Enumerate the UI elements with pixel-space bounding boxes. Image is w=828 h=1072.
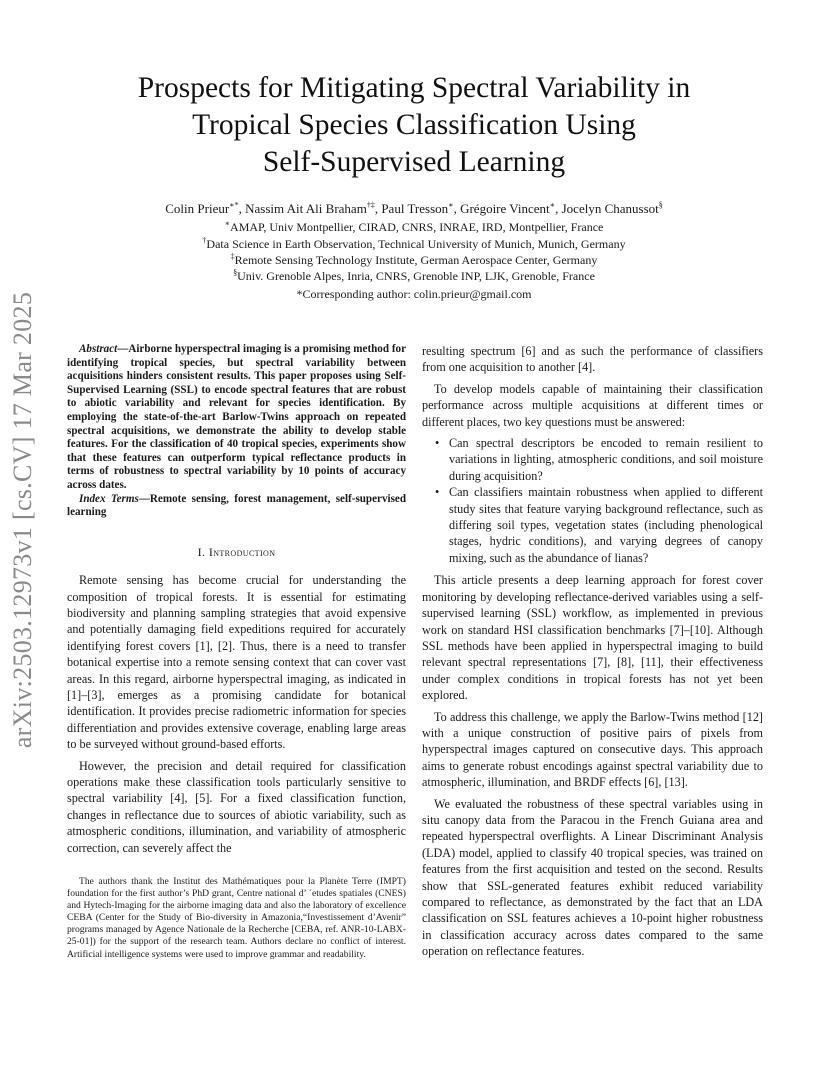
author-mark: ∗ xyxy=(549,200,556,210)
author-mark: ∗* xyxy=(229,200,239,210)
right-column xyxy=(422,343,763,965)
author-name: Paul Tresson xyxy=(381,201,449,216)
affiliation xyxy=(60,268,768,284)
affiliation-text: Data Science in Earth Observation, Technical University of Munich, Munich, Germany xyxy=(206,237,626,251)
section-heading xyxy=(67,544,406,560)
author-name: Grégoire Vincent xyxy=(460,201,550,216)
affiliation xyxy=(60,219,768,235)
affiliation xyxy=(60,236,768,252)
affiliation-text: Remote Sensing Technology Institute, German Aerospace Center, Germany xyxy=(234,253,598,267)
abstract xyxy=(67,343,406,493)
abstract-label: Abstract xyxy=(79,343,118,355)
affiliation-text: AMAP, Univ Montpellier, CIRAD, CNRS, INRAE, IRD, Montpellier, France xyxy=(230,220,604,234)
affiliation-mark: * xyxy=(296,287,303,301)
index-terms-text: —Remote sensing, forest management, self-supervised learning xyxy=(67,492,406,519)
paragraph: Remote sensing has become crucial for understanding the composition of tropical forests. It is essential for estimating biodiversity and planning sampling strategies that avoid expensive and potentially damaging field expeditions required for accurately identifying forest covers [1], [2]. Thus, there is a need to transfer botanical expertise into a remote sensing context that can cover vast areas. In this regard, airborne hyperspectral imaging, as indicated in [1]–[3], emerges as a promising candidate for botanical identification. It provides precise radiometric information for species differentiation and provides extensive coverage, enabling large areas to be surveyed without ground-based efforts. xyxy=(67,573,406,752)
author-name: Jocelyn Chanussot xyxy=(561,201,659,216)
question-list xyxy=(422,435,763,566)
paragraph: resulting spectrum [6] and as such the performance of classifiers from one acquisition to another [4]. xyxy=(422,344,763,375)
affiliation-text: Corresponding author: colin.prieur@gmail.com xyxy=(302,287,532,301)
section-title: Introduction xyxy=(208,544,276,559)
index-terms xyxy=(67,493,406,520)
affiliation-mark: † xyxy=(202,236,207,245)
abstract-text: —Airborne hyperspectral imaging is a promising method for identifying tropical species, but spectral variability between acquisitions hinders consistent results. This paper proposes using Self-Supervised Learning (SSL) to encode spectral features that are robust to abiotic variability and relevant for species identification. By employing the state-of-the-art Barlow-Twins approach on repeated spectral acquisitions, we demonstrate the ability to develop stable features. For the classification of 40 tropical species, experiments show that these features can outperform typical reflectance products in terms of robustness to spectral variability by 10 points of accuracy across dates. xyxy=(67,343,406,491)
corresponding-author xyxy=(60,286,768,302)
acknowledgement-footnote: The authors thank the Institut des Mathématiques pour la Planète Terre (IMPT) foundation for the first author’s PhD grant, Centre national d’ ´etudes spatiales (CNES) and Hytech-Imaging for the airborne imaging data and also the laboratory of excellence CEBA (Center for the Study of Bio-diversity in Amazonia,“Investissement d’Avenir” programs managed by Agence Nationale de la Recherche [CEBA, ref. ANR-10-LABX-25-01]) for the support of the research team. Authors declare no conflict of interest. Artificial intelligence systems were used to improve grammar and readability. xyxy=(67,876,406,960)
list-item-text: Can spectral descriptors be encoded to remain resilient to variations in lighting, atmospheric conditions, and soil moisture during acquisition? xyxy=(449,436,763,483)
paragraph: To address this challenge, we apply the Barlow-Twins method [12] with a unique construction of positive pairs of pixels from hyperspectral images captured on consecutive days. This approach aims to generate robust encodings against spectral variability due to atmospheric, illumination, and BRDF effects [6], [13]. xyxy=(422,709,763,790)
affiliation-mark: ‡ xyxy=(230,252,235,261)
title-line: Tropical Species Classification Using xyxy=(192,109,636,141)
author-name: Nassim Ait Ali Braham xyxy=(245,201,367,216)
paragraph: However, the precision and detail required for classification operations make these classification tools particularly sensitive to spectral variability [4], [5]. For a fixed classification function, changes in reflectance due to sources of abiotic variability, such as atmospheric conditions, illumination, and variability of atmospheric correction, can severely affect the xyxy=(67,758,406,855)
author-mark: †‡ xyxy=(366,200,375,210)
list-item xyxy=(435,435,763,484)
paragraph: We evaluated the robustness of these spectral variables using in situ canopy data from the Paracou in the French Guiana area and repeated hyperspectral overflights. A Linear Discriminant Analysis (LDA) model, applied to classify 40 tropical species, was trained on features from the first acquisition and tested on the second. Results show that SSL-generated features exhibit reduced variability compared to reflectance, as demonstrated by the fact that an LDA classification on SSL features achieves a 10-point higher robustness in classification accuracy across dates compared to the same operation on reflectance features. xyxy=(422,796,763,959)
author-mark: ∗ xyxy=(448,200,454,210)
list-item xyxy=(435,484,763,566)
affiliation-mark: ∗ xyxy=(224,219,231,228)
left-column xyxy=(67,343,406,861)
arxiv-identifier-stamp[interactable]: arXiv:2503.12973v1 [cs.CV] 17 Mar 2025 xyxy=(8,291,37,749)
bullet: • xyxy=(435,436,440,451)
paper-title xyxy=(70,70,758,181)
author-list: Colin Prieur∗*, Nassim Ait Ali Braham†‡, Paul Tresson∗, Grégoire Vincent∗, Jocelyn Chanussot§ xyxy=(165,200,663,216)
affiliation-mark: § xyxy=(233,268,238,277)
bullet: • xyxy=(435,485,440,500)
paragraph: This article presents a deep learning approach for forest cover monitoring by developing reflectance-derived variables using a self-supervised learning (SSL) workflow, as implemented in previous work on standard HSI classification benchmarks [7]–[10]. Although SSL methods have been applied in hyperspectral imaging to build relevant spectral representations [7], [8], [11], their effectiveness under complex conditions in tropical forests has not yet been explored. xyxy=(422,573,763,703)
list-item-text: Can classifiers maintain robustness when applied to different study sites that feature varying background reflectance, such as differing soil types, vegetation states (including phenological stages, hydric conditions), and varying degrees of canopy mixing, such as the abundance of lianas? xyxy=(449,485,763,565)
index-terms-label: Index Terms xyxy=(79,492,139,505)
author-mark: § xyxy=(658,200,663,210)
affiliation-text: Univ. Grenoble Alpes, Inria, CNRS, Grenoble INP, LJK, Grenoble, France xyxy=(237,269,595,283)
section-numeral: I. xyxy=(197,544,209,559)
title-line: Self-Supervised Learning xyxy=(262,146,566,178)
author-name: Colin Prieur xyxy=(165,201,230,216)
affiliation xyxy=(60,252,768,268)
title-line: Prospects for Mitigating Spectral Variability in xyxy=(137,72,691,104)
paragraph: To develop models capable of maintaining their classification performance across multiple acquisitions at different times or different places, two key questions must be answered: xyxy=(422,381,763,429)
